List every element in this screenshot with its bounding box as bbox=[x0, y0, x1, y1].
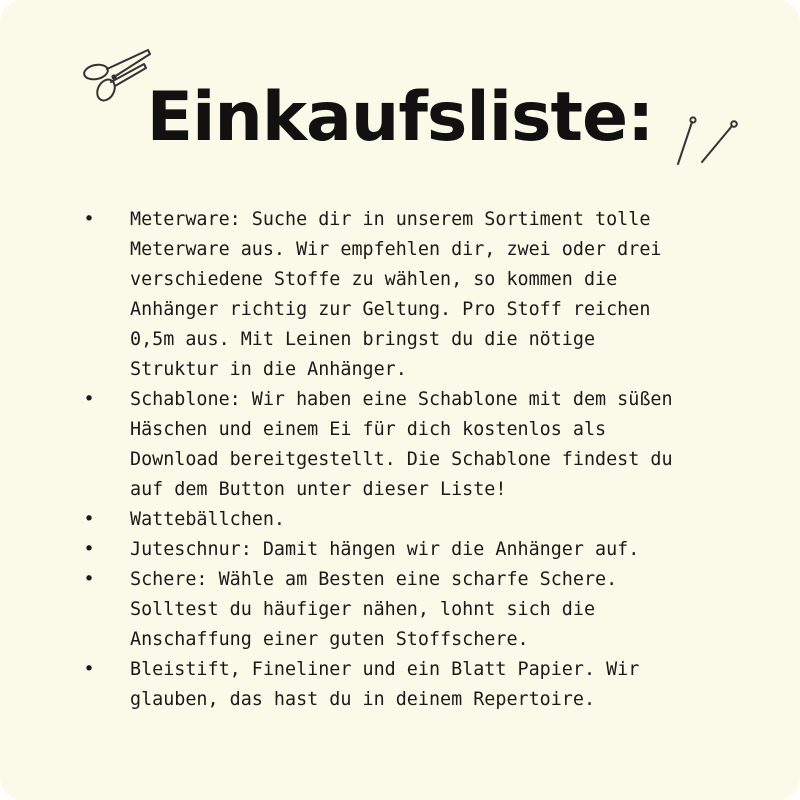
bullet-point: • bbox=[83, 389, 95, 410]
list-item-text-line: Schablone: Wir haben eine Schablone mit dem süßen bbox=[130, 389, 673, 410]
list-item-text-line: Bleistift, Fineliner und ein Blatt Papier. Wir bbox=[130, 659, 640, 680]
list-item-text-line: Juteschnur: Damit hängen wir die Anhänger auf. bbox=[130, 539, 640, 560]
list-item-text-line: Meterware: Suche dir in unserem Sortiment tolle bbox=[130, 209, 651, 230]
list-item bbox=[0, 655, 800, 715]
list-item-text-line: Anschaffung einer guten Stoffschere. bbox=[130, 629, 529, 650]
list-item-text-line: Solltest du häufiger nähen, lohnt sich die bbox=[130, 599, 596, 620]
list-item-text-line: Anhänger richtig zur Geltung. Pro Stoff reichen bbox=[130, 299, 651, 320]
list-item bbox=[0, 565, 800, 655]
list-item-text-line: Struktur in die Anhänger. bbox=[130, 359, 407, 380]
list-item-text-line: Wattebällchen. bbox=[130, 509, 286, 530]
bullet-point: • bbox=[83, 659, 95, 680]
list-item bbox=[0, 385, 800, 505]
list-item bbox=[0, 535, 800, 565]
bullet-point: • bbox=[83, 509, 95, 530]
list-item-text-line: Meterware aus. Wir empfehlen dir, zwei oder drei bbox=[130, 239, 662, 260]
list-item-text-line: verschiedene Stoffe zu wählen, so kommen die bbox=[130, 269, 618, 290]
list-item bbox=[0, 505, 800, 535]
bullet-point: • bbox=[83, 209, 95, 230]
list-item-text-line: Schere: Wähle am Besten eine scharfe Schere. bbox=[130, 569, 618, 590]
list-item-text-line: glauben, das hast du in deinem Repertoire. bbox=[130, 689, 596, 710]
page-title: Einkaufsliste: bbox=[146, 78, 654, 157]
list-item bbox=[0, 205, 800, 385]
list-item-text-line: Download bereitgestellt. Die Schablone findest du bbox=[130, 449, 673, 470]
bullet-point: • bbox=[83, 539, 95, 560]
list-item-text-line: Häschen und einem Ei für dich kostenlos als bbox=[130, 419, 607, 440]
bullet-point: • bbox=[83, 569, 95, 590]
list-item-text-line: auf dem Button unter dieser Liste! bbox=[130, 479, 507, 500]
shopping-list bbox=[0, 205, 800, 715]
list-item-text-line: 0,5m aus. Mit Leinen bringst du die nötige bbox=[130, 329, 596, 350]
